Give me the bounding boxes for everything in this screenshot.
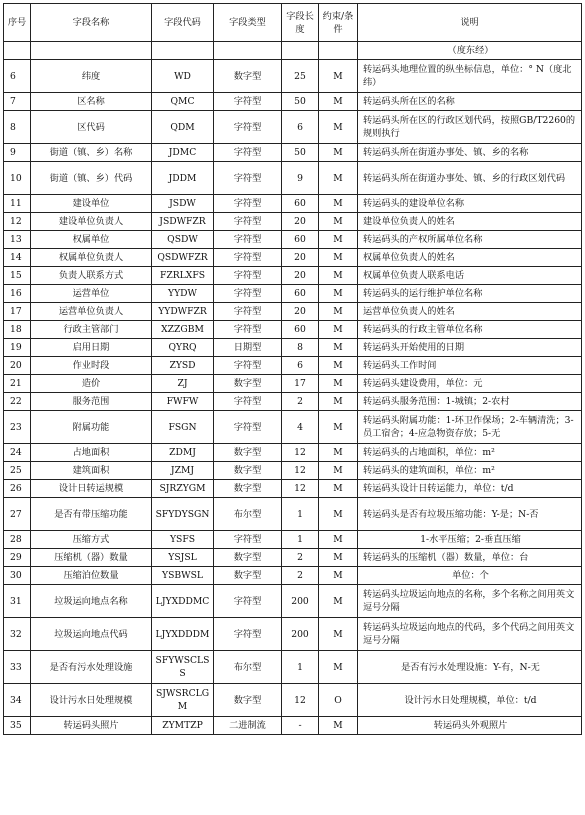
cell-field-type: 字符型 bbox=[214, 411, 282, 444]
cell-constraint: M bbox=[319, 285, 358, 303]
cell-field-code: QDM bbox=[152, 111, 214, 144]
cell-field-type: 字符型 bbox=[214, 213, 282, 231]
cell-field-length: 200 bbox=[282, 585, 319, 618]
cell-field-length: 1 bbox=[282, 531, 319, 549]
cell-field-code: ZDMJ bbox=[152, 444, 214, 462]
cell-seq: 24 bbox=[4, 444, 31, 462]
cell-constraint: M bbox=[319, 60, 358, 93]
cell-seq: 19 bbox=[4, 339, 31, 357]
cell-field-type: 字符型 bbox=[214, 195, 282, 213]
cell-field-length: 20 bbox=[282, 249, 319, 267]
cell-seq: 22 bbox=[4, 393, 31, 411]
cell-field-name: 占地面积 bbox=[31, 444, 152, 462]
cell-description: 转运码头设计日转运能力，单位：t/d bbox=[358, 480, 582, 498]
cell-description: 转运码头所在街道办事处、镇、乡的行政区划代码 bbox=[358, 162, 582, 195]
cell-seq: 26 bbox=[4, 480, 31, 498]
cell-field-length: 20 bbox=[282, 303, 319, 321]
table-row bbox=[4, 444, 582, 462]
cell-field-name: 运营单位 bbox=[31, 285, 152, 303]
table-row bbox=[4, 462, 582, 480]
cell-seq: 12 bbox=[4, 213, 31, 231]
table-row bbox=[4, 585, 582, 618]
cell-description: （度东经） bbox=[358, 42, 582, 60]
cell-description: 转运码头地理位置的纵坐标信息，单位：° N（度北纬） bbox=[358, 60, 582, 93]
cell-constraint: M bbox=[319, 357, 358, 375]
table-row bbox=[4, 303, 582, 321]
cell-field-code: LJYXDDDM bbox=[152, 618, 214, 651]
cell-field-type: 字符型 bbox=[214, 618, 282, 651]
cell-field-length: 2 bbox=[282, 393, 319, 411]
cell-description: 转运码头服务范围：1-城镇；2-农村 bbox=[358, 393, 582, 411]
cell-constraint: M bbox=[319, 162, 358, 195]
table-row bbox=[4, 531, 582, 549]
cell-constraint: M bbox=[319, 393, 358, 411]
cell-field-name: 行政主管部门 bbox=[31, 321, 152, 339]
cell-seq: 35 bbox=[4, 717, 31, 735]
cell-constraint: M bbox=[319, 231, 358, 249]
cell-field-name: 转运码头照片 bbox=[31, 717, 152, 735]
cell-field-length: 12 bbox=[282, 684, 319, 717]
cell-field-code: SFYDYSGN bbox=[152, 498, 214, 531]
cell-description: 转运码头是否有垃圾压缩功能：Y-是；N-否 bbox=[358, 498, 582, 531]
cell-seq: 30 bbox=[4, 567, 31, 585]
cell-field-length: 1 bbox=[282, 498, 319, 531]
cell-seq: 7 bbox=[4, 93, 31, 111]
table-row bbox=[4, 195, 582, 213]
table-row bbox=[4, 111, 582, 144]
cell-field-type: 字符型 bbox=[214, 285, 282, 303]
table-row bbox=[4, 684, 582, 717]
cell-field-name: 建设单位负责人 bbox=[31, 213, 152, 231]
cell-description: 1-水平压缩；2-垂直压缩 bbox=[358, 531, 582, 549]
header-seq: 序号 bbox=[4, 4, 31, 42]
cell-field-code: QSDW bbox=[152, 231, 214, 249]
cell-field-name: 附属功能 bbox=[31, 411, 152, 444]
cell-field-type: 字符型 bbox=[214, 303, 282, 321]
cell-field-name: 纬度 bbox=[31, 60, 152, 93]
cell-constraint bbox=[319, 42, 358, 60]
cell-field-name: 压缩泊位数量 bbox=[31, 567, 152, 585]
cell-field-type: 字符型 bbox=[214, 231, 282, 249]
cell-field-code: LJYXDDMC bbox=[152, 585, 214, 618]
cell-field-name: 服务范围 bbox=[31, 393, 152, 411]
header-constraint: 约束/条件 bbox=[319, 4, 358, 42]
cell-field-length: 20 bbox=[282, 267, 319, 285]
cell-constraint: M bbox=[319, 567, 358, 585]
cell-field-name: 负责人联系方式 bbox=[31, 267, 152, 285]
cell-seq: 28 bbox=[4, 531, 31, 549]
cell-field-code: SJWSRCLGM bbox=[152, 684, 214, 717]
cell-field-code: ZYMTZP bbox=[152, 717, 214, 735]
table-row bbox=[4, 60, 582, 93]
cell-description: 转运码头的行政主管单位名称 bbox=[358, 321, 582, 339]
cell-description: 转运码头的产权所属单位名称 bbox=[358, 231, 582, 249]
cell-field-code: QMC bbox=[152, 93, 214, 111]
cell-description: 单位：个 bbox=[358, 567, 582, 585]
cell-field-type: 字符型 bbox=[214, 162, 282, 195]
cell-field-type bbox=[214, 42, 282, 60]
cell-constraint: M bbox=[319, 321, 358, 339]
cell-field-name: 是否有带压缩功能 bbox=[31, 498, 152, 531]
cell-constraint: M bbox=[319, 375, 358, 393]
cell-description: 权属单位负责人联系电话 bbox=[358, 267, 582, 285]
cell-field-code bbox=[152, 42, 214, 60]
cell-field-code: ZYSD bbox=[152, 357, 214, 375]
cell-field-length: 50 bbox=[282, 93, 319, 111]
cell-description: 转运码头所在区的名称 bbox=[358, 93, 582, 111]
cell-field-name: 设计日转运规模 bbox=[31, 480, 152, 498]
cell-field-type: 字符型 bbox=[214, 321, 282, 339]
cell-field-length: 60 bbox=[282, 321, 319, 339]
header-field-name: 字段名称 bbox=[31, 4, 152, 42]
cell-constraint: M bbox=[319, 480, 358, 498]
cell-constraint: M bbox=[319, 411, 358, 444]
cell-constraint: M bbox=[319, 195, 358, 213]
cell-field-length: 12 bbox=[282, 480, 319, 498]
cell-field-length: 6 bbox=[282, 111, 319, 144]
cell-field-code: JZMJ bbox=[152, 462, 214, 480]
table-row bbox=[4, 93, 582, 111]
cell-seq: 6 bbox=[4, 60, 31, 93]
cell-field-name: 作业时段 bbox=[31, 357, 152, 375]
cell-field-type: 字符型 bbox=[214, 249, 282, 267]
cell-field-code: FZRLXFS bbox=[152, 267, 214, 285]
cell-field-length: 60 bbox=[282, 195, 319, 213]
cell-description: 转运码头垃圾运向地点的名称，多个名称之间用英文逗号分隔 bbox=[358, 585, 582, 618]
cell-field-type: 字符型 bbox=[214, 93, 282, 111]
table-row bbox=[4, 375, 582, 393]
cell-field-length: 6 bbox=[282, 357, 319, 375]
cell-constraint: M bbox=[319, 651, 358, 684]
cell-seq: 33 bbox=[4, 651, 31, 684]
cell-field-name: 权属单位负责人 bbox=[31, 249, 152, 267]
cell-description: 转运码头的建设单位名称 bbox=[358, 195, 582, 213]
cell-seq: 14 bbox=[4, 249, 31, 267]
cell-field-length: 20 bbox=[282, 213, 319, 231]
cell-constraint: M bbox=[319, 213, 358, 231]
cell-field-type: 数字型 bbox=[214, 375, 282, 393]
cell-description: 是否有污水处理设施：Y-有，N-无 bbox=[358, 651, 582, 684]
cell-description: 转运码头所在区的行政区划代码，按照GB/T2260的规则执行 bbox=[358, 111, 582, 144]
field-definition-table bbox=[3, 3, 582, 735]
cell-field-code: JDMC bbox=[152, 144, 214, 162]
cell-field-type: 字符型 bbox=[214, 267, 282, 285]
cell-seq: 9 bbox=[4, 144, 31, 162]
cell-field-name: 街道（镇、乡）代码 bbox=[31, 162, 152, 195]
cell-field-name: 垃圾运向地点代码 bbox=[31, 618, 152, 651]
table-row bbox=[4, 411, 582, 444]
cell-field-code: ZJ bbox=[152, 375, 214, 393]
cell-constraint: M bbox=[319, 498, 358, 531]
cell-field-length: 50 bbox=[282, 144, 319, 162]
cell-seq: 32 bbox=[4, 618, 31, 651]
cell-description: 转运码头开始使用的日期 bbox=[358, 339, 582, 357]
cell-constraint: M bbox=[319, 267, 358, 285]
header-field-type: 字段类型 bbox=[214, 4, 282, 42]
header-field-length: 字段长度 bbox=[282, 4, 319, 42]
cell-constraint: M bbox=[319, 339, 358, 357]
cell-constraint: M bbox=[319, 93, 358, 111]
cell-field-length: 2 bbox=[282, 567, 319, 585]
cell-field-code: JSDW bbox=[152, 195, 214, 213]
cell-field-type: 数字型 bbox=[214, 549, 282, 567]
cell-seq: 31 bbox=[4, 585, 31, 618]
cell-field-type: 二进制流 bbox=[214, 717, 282, 735]
cell-field-name: 造价 bbox=[31, 375, 152, 393]
cell-description: 转运码头垃圾运向地点的代码，多个代码之间用英文逗号分隔 bbox=[358, 618, 582, 651]
table-row bbox=[4, 651, 582, 684]
cell-seq: 18 bbox=[4, 321, 31, 339]
cell-field-code: JSDWFZR bbox=[152, 213, 214, 231]
table-row bbox=[4, 618, 582, 651]
header-description: 说明 bbox=[358, 4, 582, 42]
cell-description: 转运码头的建筑面积，单位：m² bbox=[358, 462, 582, 480]
cell-field-length: 12 bbox=[282, 444, 319, 462]
cell-field-type: 数字型 bbox=[214, 462, 282, 480]
cell-constraint: M bbox=[319, 549, 358, 567]
table-row bbox=[4, 567, 582, 585]
cell-description: 权属单位负责人的姓名 bbox=[358, 249, 582, 267]
table-row bbox=[4, 144, 582, 162]
cell-constraint: M bbox=[319, 444, 358, 462]
cell-field-length: 12 bbox=[282, 462, 319, 480]
cell-field-type: 数字型 bbox=[214, 684, 282, 717]
cell-field-name: 区名称 bbox=[31, 93, 152, 111]
cell-field-length: - bbox=[282, 717, 319, 735]
cell-field-code: SJRZYGM bbox=[152, 480, 214, 498]
cell-field-name: 街道（镇、乡）名称 bbox=[31, 144, 152, 162]
cell-field-length: 2 bbox=[282, 549, 319, 567]
cell-field-name: 建设单位 bbox=[31, 195, 152, 213]
cell-field-length: 17 bbox=[282, 375, 319, 393]
cell-field-length: 25 bbox=[282, 60, 319, 93]
cell-field-length: 9 bbox=[282, 162, 319, 195]
table-row bbox=[4, 42, 582, 60]
cell-field-length: 60 bbox=[282, 231, 319, 249]
cell-field-code: YYDWFZR bbox=[152, 303, 214, 321]
table-row bbox=[4, 285, 582, 303]
cell-field-name: 压缩机（器）数量 bbox=[31, 549, 152, 567]
table-row bbox=[4, 249, 582, 267]
cell-seq: 16 bbox=[4, 285, 31, 303]
cell-seq: 10 bbox=[4, 162, 31, 195]
cell-seq: 8 bbox=[4, 111, 31, 144]
cell-seq: 20 bbox=[4, 357, 31, 375]
table-row bbox=[4, 393, 582, 411]
table-row bbox=[4, 162, 582, 195]
table-row bbox=[4, 717, 582, 735]
cell-field-type: 字符型 bbox=[214, 393, 282, 411]
cell-seq bbox=[4, 42, 31, 60]
table-body bbox=[4, 42, 582, 735]
cell-constraint: M bbox=[319, 531, 358, 549]
cell-constraint: M bbox=[319, 585, 358, 618]
table-row bbox=[4, 498, 582, 531]
cell-constraint: M bbox=[319, 618, 358, 651]
cell-seq: 15 bbox=[4, 267, 31, 285]
cell-field-type: 数字型 bbox=[214, 567, 282, 585]
cell-field-type: 数字型 bbox=[214, 60, 282, 93]
table-row bbox=[4, 480, 582, 498]
cell-seq: 21 bbox=[4, 375, 31, 393]
cell-field-code: WD bbox=[152, 60, 214, 93]
cell-field-code: FSGN bbox=[152, 411, 214, 444]
cell-seq: 27 bbox=[4, 498, 31, 531]
cell-field-code: XZZGBM bbox=[152, 321, 214, 339]
cell-description: 转运码头的运行维护单位名称 bbox=[358, 285, 582, 303]
cell-field-name: 建筑面积 bbox=[31, 462, 152, 480]
cell-field-name: 设计污水日处理规模 bbox=[31, 684, 152, 717]
cell-field-type: 字符型 bbox=[214, 531, 282, 549]
cell-field-length: 4 bbox=[282, 411, 319, 444]
cell-field-code: YSJSL bbox=[152, 549, 214, 567]
cell-field-name: 启用日期 bbox=[31, 339, 152, 357]
cell-description: 转运码头的压缩机（器）数量，单位：台 bbox=[358, 549, 582, 567]
cell-field-length: 200 bbox=[282, 618, 319, 651]
cell-description: 转运码头的占地面积，单位：m² bbox=[358, 444, 582, 462]
cell-seq: 34 bbox=[4, 684, 31, 717]
cell-field-name: 区代码 bbox=[31, 111, 152, 144]
cell-description: 设计污水日处理规模，单位：t/d bbox=[358, 684, 582, 717]
cell-field-type: 数字型 bbox=[214, 444, 282, 462]
cell-field-code: QYRQ bbox=[152, 339, 214, 357]
cell-constraint: M bbox=[319, 462, 358, 480]
cell-field-type: 字符型 bbox=[214, 357, 282, 375]
cell-description: 转运码头外观照片 bbox=[358, 717, 582, 735]
cell-field-name: 压缩方式 bbox=[31, 531, 152, 549]
cell-field-name: 是否有污水处理设施 bbox=[31, 651, 152, 684]
cell-constraint: M bbox=[319, 717, 358, 735]
cell-description: 建设单位负责人的姓名 bbox=[358, 213, 582, 231]
cell-seq: 17 bbox=[4, 303, 31, 321]
cell-field-code: SFYWSCLSS bbox=[152, 651, 214, 684]
table-row bbox=[4, 267, 582, 285]
cell-constraint: M bbox=[319, 144, 358, 162]
table-row bbox=[4, 357, 582, 375]
cell-seq: 29 bbox=[4, 549, 31, 567]
cell-seq: 25 bbox=[4, 462, 31, 480]
cell-field-type: 字符型 bbox=[214, 585, 282, 618]
cell-seq: 23 bbox=[4, 411, 31, 444]
cell-field-name: 权属单位 bbox=[31, 231, 152, 249]
cell-field-type: 字符型 bbox=[214, 144, 282, 162]
cell-field-type: 日期型 bbox=[214, 339, 282, 357]
cell-field-name: 运营单位负责人 bbox=[31, 303, 152, 321]
header-row bbox=[4, 4, 582, 42]
cell-field-type: 布尔型 bbox=[214, 498, 282, 531]
cell-seq: 11 bbox=[4, 195, 31, 213]
cell-description: 转运码头建设费用，单位：元 bbox=[358, 375, 582, 393]
cell-constraint: O bbox=[319, 684, 358, 717]
cell-field-type: 字符型 bbox=[214, 111, 282, 144]
cell-field-code: YSBWSL bbox=[152, 567, 214, 585]
cell-description: 运营单位负责人的姓名 bbox=[358, 303, 582, 321]
cell-field-code: JDDM bbox=[152, 162, 214, 195]
cell-constraint: M bbox=[319, 111, 358, 144]
cell-constraint: M bbox=[319, 249, 358, 267]
cell-seq: 13 bbox=[4, 231, 31, 249]
table-row bbox=[4, 231, 582, 249]
cell-description: 转运码头工作时间 bbox=[358, 357, 582, 375]
cell-field-code: YYDW bbox=[152, 285, 214, 303]
cell-field-code: FWFW bbox=[152, 393, 214, 411]
cell-field-length: 1 bbox=[282, 651, 319, 684]
table-row bbox=[4, 213, 582, 231]
cell-field-length bbox=[282, 42, 319, 60]
table-row bbox=[4, 321, 582, 339]
cell-field-name: 垃圾运向地点名称 bbox=[31, 585, 152, 618]
cell-field-name bbox=[31, 42, 152, 60]
cell-field-type: 布尔型 bbox=[214, 651, 282, 684]
cell-description: 转运码头附属功能：1-环卫作保场；2-车辆清洗；3-员工宿舍；4-应急物资存放；5-无 bbox=[358, 411, 582, 444]
table-row bbox=[4, 549, 582, 567]
table-row bbox=[4, 339, 582, 357]
cell-description: 转运码头所在街道办事处、镇、乡的名称 bbox=[358, 144, 582, 162]
cell-field-code: YSFS bbox=[152, 531, 214, 549]
cell-field-length: 60 bbox=[282, 285, 319, 303]
cell-field-code: QSDWFZR bbox=[152, 249, 214, 267]
cell-field-length: 8 bbox=[282, 339, 319, 357]
cell-field-type: 数字型 bbox=[214, 480, 282, 498]
cell-constraint: M bbox=[319, 303, 358, 321]
header-field-code: 字段代码 bbox=[152, 4, 214, 42]
